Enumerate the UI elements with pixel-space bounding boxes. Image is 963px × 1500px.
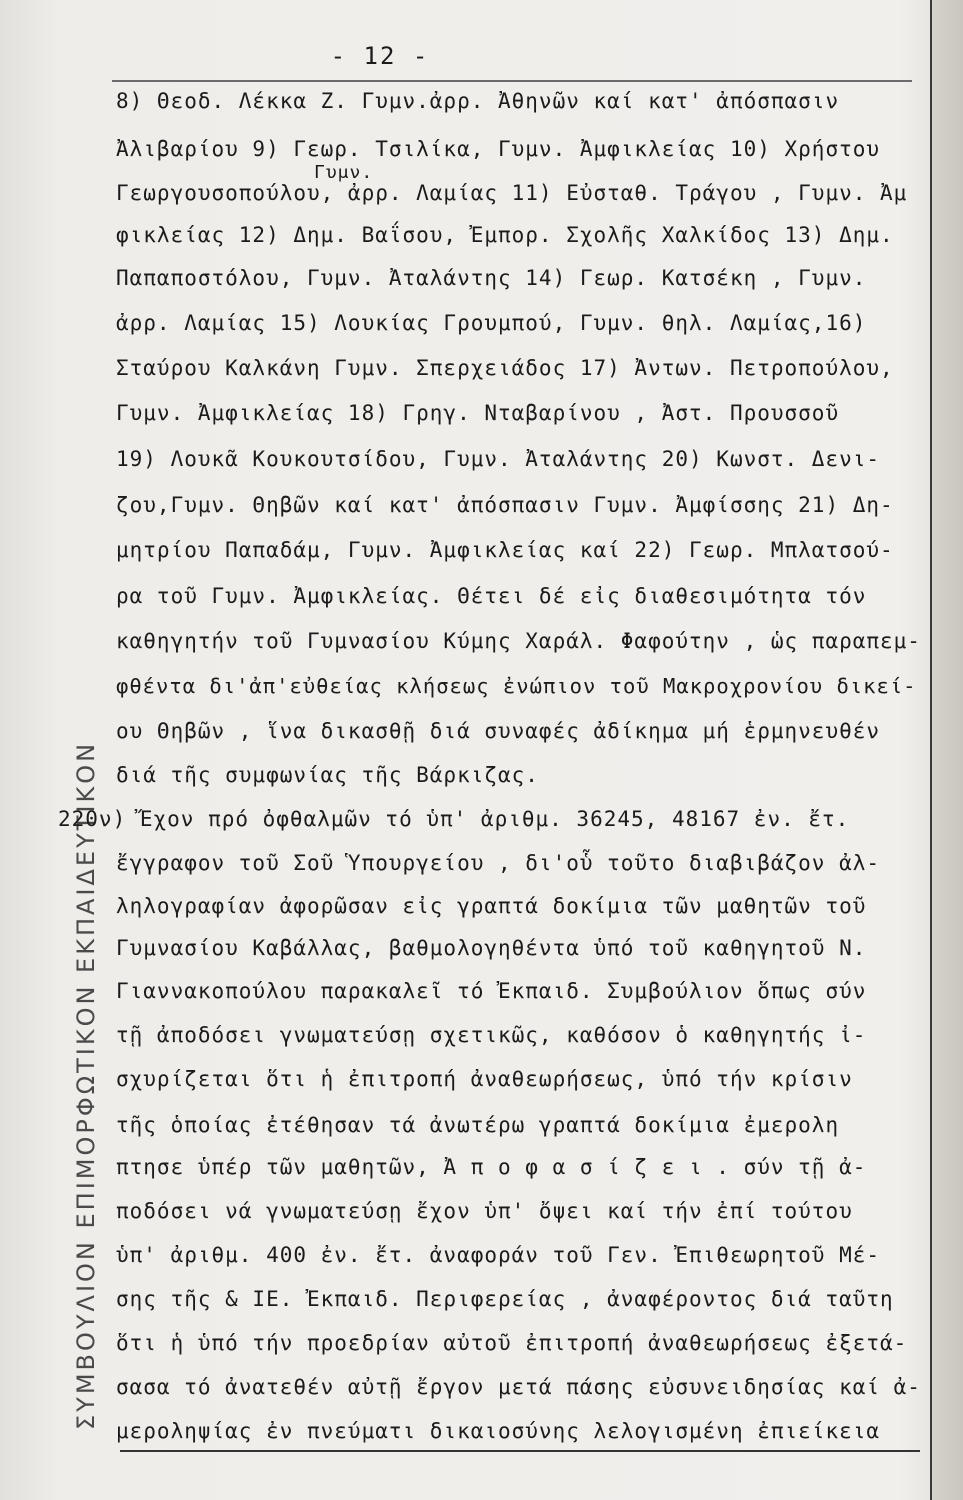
page-number: - 12 - [330, 42, 430, 70]
text-line: μεροληψίας ἐν πνεύματι δικαιοσύνης λελογισμένη ἐπιείκεια [116, 1419, 881, 1443]
text-line: 19) Λουκᾶ Κουκουτσίδου, Γυμν. Ἀταλάντης 20) Κωνστ. Δενι- [116, 447, 881, 471]
text-line: Σταύρου Καλκάνη Γυμν. Σπερχειάδος 17) Ἀντων. Πετροπούλου, [116, 356, 894, 380]
margin-archive-stamp: ΣΥΜΒΟΥΛΙΟΝ ΕΠΙΜΟΡΦΩΤΙΚΟΝ ΕΚΠΑΙΔΕΥΤΙΚΟΝ [72, 740, 100, 1430]
text-line-insertion: Γυμν. [314, 162, 374, 183]
text-line-item-220: 220ν) Ἔχον πρό ὀφθαλμῶν τό ὑπ' ἀριθμ. 36245, 48167 ἐν. ἔτ. [58, 807, 850, 831]
text-line: φικλείας 12) Δημ. Βαΐσου, Ἐμπορ. Σχολῆς Χαλκίδος 13) Δημ. [116, 223, 894, 247]
text-line: ρα τοῦ Γυμν. Ἀμφικλείας. Θέτει δέ εἰς διαθεσιμότητα τόν [116, 584, 867, 608]
text-line: 8) Θεοδ. Λέκκα Ζ. Γυμν.ἀρρ. Ἀθηνῶν καί κατ' ἀπόσπασιν [116, 89, 840, 113]
text-line: ἀρρ. Λαμίας 15) Λουκίας Γρουμπού, Γυμν. θηλ. Λαμίας,16) [116, 311, 867, 335]
text-line: Γιαννακοπούλου παρακαλεῖ τό Ἐκπαιδ. Συμβούλιον ὅπως σύν [116, 979, 867, 1003]
text-line: σχυρίζεται ὅτι ἡ ἐπιτροπή ἀναθεωρήσεως, ὑπό τήν κρίσιν [116, 1067, 853, 1091]
text-line: Παπαποστόλου, Γυμν. Ἀταλάντης 14) Γεωρ. Κατσέκη , Γυμν. [116, 266, 867, 290]
text-line: Γυμνασίου Καβάλλας, βαθμολογηθέντα ὑπό τοῦ καθηγητοῦ Ν. [116, 936, 867, 960]
text-line: ὅτι ἡ ὑπό τήν προεδρίαν αὐτοῦ ἐπιτροπή ἀναθεωρήσεως ἐξετά- [116, 1331, 908, 1355]
text-line: ὑπ' ἀριθμ. 400 ἐν. ἔτ. ἀναφοράν τοῦ Γεν. Ἐπιθεωρητοῦ Μέ- [116, 1243, 881, 1267]
text-line: τῆς ὁποίας ἐτέθησαν τά ἀνωτέρω γραπτά δοκίμια ἐμερολη [116, 1113, 840, 1137]
text-line: ληλογραφίαν ἀφορῶσαν εἰς γραπτά δοκίμια τῶν μαθητῶν τοῦ [116, 894, 867, 918]
text-line: σης τῆς & ΙΕ. Ἐκπαιδ. Περιφερείας , ἀναφέροντος διά ταῦτη [116, 1287, 894, 1311]
text-line: ου Θηβῶν , ἵνα δικασθῇ διά συναφές ἀδίκημα μή ἑρμηνευθέν [116, 719, 881, 743]
page-binding-edge [930, 0, 963, 1500]
text-line: πτησε ὑπέρ τῶν μαθητῶν, Ἀ π ο φ α σ ί ζ ε ι . σύν τῇ ἀ- [116, 1155, 867, 1179]
text-line: σασα τό ἀνατεθέν αὐτῇ ἔργον μετά πάσης εὐσυνειδησίας καί ἀ- [116, 1375, 921, 1399]
text-line: ζου,Γυμν. Θηβῶν καί κατ' ἀπόσπασιν Γυμν. Ἀμφίσσης 21) Δη- [116, 493, 894, 517]
text-line: τῇ ἀποδόσει γνωματεύσῃ σχετικῶς, καθόσον ὁ καθηγητής ἰ- [116, 1023, 867, 1047]
text-line: ποδόσει νά γνωματεύσῃ ἔχον ὑπ' ὄψει καί τήν ἐπί τούτου [116, 1199, 853, 1223]
text-line: ἔγγραφον τοῦ Σοῦ Ὑπουργείου , δι'οὗ τοῦτο διαβιβάζον ἀλ- [116, 851, 881, 875]
text-line: φθέντα δι'ἀπ'εὐθείας κλήσεως ἐνώπιον τοῦ Μακροχρονίου δικεί- [116, 674, 917, 698]
text-line: διά τῆς συμφωνίας τῆς Βάρκιζας. [116, 763, 539, 787]
text-line: καθηγητήν τοῦ Γυμνασίου Κύμης Χαράλ. Φαφούτην , ὡς παραπεμ- [116, 629, 921, 653]
text-line: μητρίου Παπαδάμ, Γυμν. Ἀμφικλείας καί 22) Γεωρ. Μπλατσού- [116, 538, 894, 562]
text-line: Ἀλιβαρίου 9) Γεωρ. Τσιλίκα, Γυμν. Ἀμφικλείας 10) Χρήστου [116, 137, 881, 161]
text-line: Γεωργουσοπούλου, ἀρρ. Λαμίας 11) Εὐσταθ. Τράγου , Γυμν. Ἀμ [116, 181, 908, 205]
text-line: Γυμν. Ἀμφικλείας 18) Γρηγ. Νταβαρίνου , Ἀστ. Προυσσοῦ [116, 401, 840, 425]
bottom-rule [120, 1450, 920, 1492]
